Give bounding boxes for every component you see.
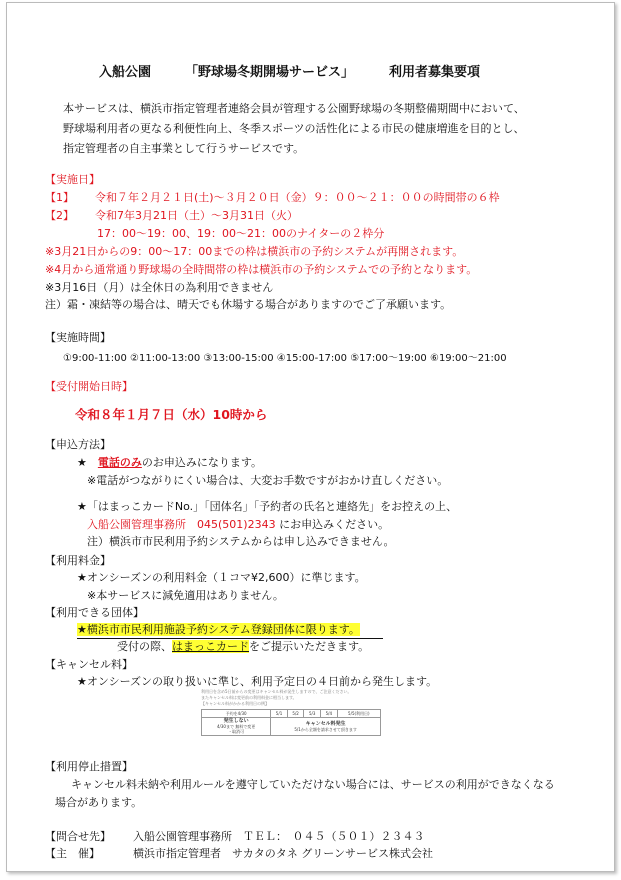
date-item-2: 令和7年3月21日（土）〜3月31日（火）: [95, 209, 298, 222]
date-note-1: ※3月21日からの9：00〜17：00までの枠は横浜市の予約システムが再開されます。: [45, 245, 464, 258]
intro-line-1: 本サービスは、横浜市指定管理者連絡会員が管理する公園野球場の冬期整備期間中において、: [63, 102, 525, 115]
cancel-fee-table: [201, 709, 381, 736]
contact-text: 入船公園管理事務所 ＴＥＬ： ０４５（５０１）２３４３: [133, 830, 425, 843]
stop-heading: 【利用停止措置】: [45, 760, 133, 773]
document-page: [6, 2, 615, 872]
stop-line-1: キャンセル料未納や利用ルールを遵守していただけない場合には、サービスの利用ができなくなる: [71, 778, 555, 791]
apply-system-note: 注）横浜市市民利用予約システムからは申し込みできません。: [87, 535, 395, 548]
intro-line-3: 指定管理者の自主事業として行うサービスです。: [63, 142, 305, 155]
apply-prepare: ★「はまっこカードNo.」「団体名」「予約者の氏名と連絡先」をお控えの上、: [77, 500, 458, 513]
date-note-3: ※3月16日（月）は全休日の為利用できません: [45, 281, 274, 294]
cancel-free-sub-2: ・取消可: [228, 729, 245, 734]
date-note-4: 注）霜・凍結等の場合は、晴天でも休場する場合がありますのでご了承願います。: [45, 298, 452, 311]
date-item-1-no: 【1】: [45, 191, 74, 204]
office-phone: 入船公園管理事務所 045(501)2343: [87, 518, 276, 531]
title-park: 入船公園: [99, 65, 152, 80]
cancel-col-2: 5/1: [271, 710, 288, 718]
apply-phone-line: [77, 455, 262, 471]
apply-heading: 【申込方法】: [45, 438, 111, 451]
title-service: 「野球場冬期開場サービス」: [185, 65, 355, 80]
cancel-col-3: 5/2: [287, 710, 304, 718]
cancel-text: ★オンシーズンの取り扱いに準じ、利用予定日の４日前から発生します。: [77, 675, 438, 688]
cancel-col-5: 5/4: [321, 710, 338, 718]
star-bullet: ★: [77, 456, 87, 469]
times-heading: 【実施時間】: [45, 331, 111, 344]
reception-datetime: 令和８年１月７日（水）10時から: [75, 407, 268, 422]
title-recruit: 利用者募集要項: [389, 65, 481, 80]
cancel-fee-sub: 5/1から全額を請求させて頂きます: [294, 726, 357, 732]
groups-heading: 【利用できる団体】: [45, 606, 144, 619]
phone-only-emphasis: 電話のみ: [97, 456, 142, 469]
cancel-col-4: 5/3: [304, 710, 321, 718]
dates-heading: 【実施日】: [45, 173, 100, 186]
cancel-caption-3: 【キャンセル料がかかる利用日の例】: [201, 701, 269, 706]
reception-heading: 【受付開始日時】: [45, 380, 133, 393]
intro-line-2: 野球場利用者の更なる利便性向上、冬季スポーツの活性化による市民の健康増進を目的とし、: [63, 122, 525, 135]
date-item-1: 令和７年２月２１日(土)〜３月２０日（金）９：００〜２１：００の時間帯の６枠: [95, 191, 500, 204]
cancel-col-1: 予約を4/30: [202, 710, 271, 718]
time-slots: ①9:00-11:00 ②11:00-13:00 ③13:00-15:00 ④15:00-17:00 ⑤17:00〜19:00 ⑥19:00〜21:00: [63, 353, 507, 364]
hamakko-card: はまっこカード: [172, 640, 249, 653]
stop-line-2: 場合があります。: [55, 796, 143, 809]
cancel-col-6: 5/5(利用日): [337, 710, 380, 718]
organizer-text: 横浜市指定管理者 サカタのタネ グリーンサービス株式会社: [133, 847, 434, 860]
apply-phone-note: ※電話がつながりにくい場合は、大変お手数ですがおかけ直しください。: [87, 474, 449, 487]
cancel-fee-figure: [201, 689, 383, 747]
contact-label: 【問合せ先】: [45, 830, 111, 843]
groups-text-line: [77, 622, 383, 639]
date-item-2-no: 【2】: [45, 209, 74, 222]
cancel-heading: 【キャンセル料】: [45, 658, 133, 671]
organizer-label: 【主 催】: [45, 847, 100, 860]
cancel-free-sub-1: 4/30まで 無料で変更: [216, 724, 256, 729]
cancel-free-cell: [202, 718, 271, 736]
cancel-fee-cell: [271, 718, 381, 736]
date-note-2: ※4月から通常通り野球場の全時間帯の枠は横浜市の予約システムでの予約となります。: [45, 263, 478, 276]
groups-card-line: [117, 639, 369, 655]
apply-office-line: [87, 517, 389, 533]
cancel-caption-1: 利用日を含め5日前からの変更はキャンセル料が発生しますので、ご注意ください。: [201, 689, 352, 694]
cancel-caption-2: またキャンセル料は変更前の利用料金に相当します。: [201, 695, 297, 700]
cancel-free: 発生しない: [223, 718, 249, 724]
fee-heading: 【利用料金】: [45, 554, 111, 567]
cancel-fee-big: キャンセル料発生: [305, 720, 346, 727]
card-post: をご提示いただきます。: [249, 640, 370, 653]
fee-text: ★オンシーズンの利用料金（１コマ¥2,600）に準じます。: [77, 571, 366, 584]
card-pre: 受付の際、: [117, 640, 172, 653]
office-rest: にお申込みください。: [279, 518, 390, 531]
fee-note: ※本サービスに減免適用はありません。: [87, 589, 284, 602]
date-item-2-times: 17：00〜19：00、19：00〜21：00のナイターの２枠分: [97, 227, 385, 240]
phone-only-rest: のお申込みになります。: [141, 456, 262, 469]
groups-text: ★横浜市市民利用施設予約システム登録団体に限ります。: [77, 623, 360, 636]
